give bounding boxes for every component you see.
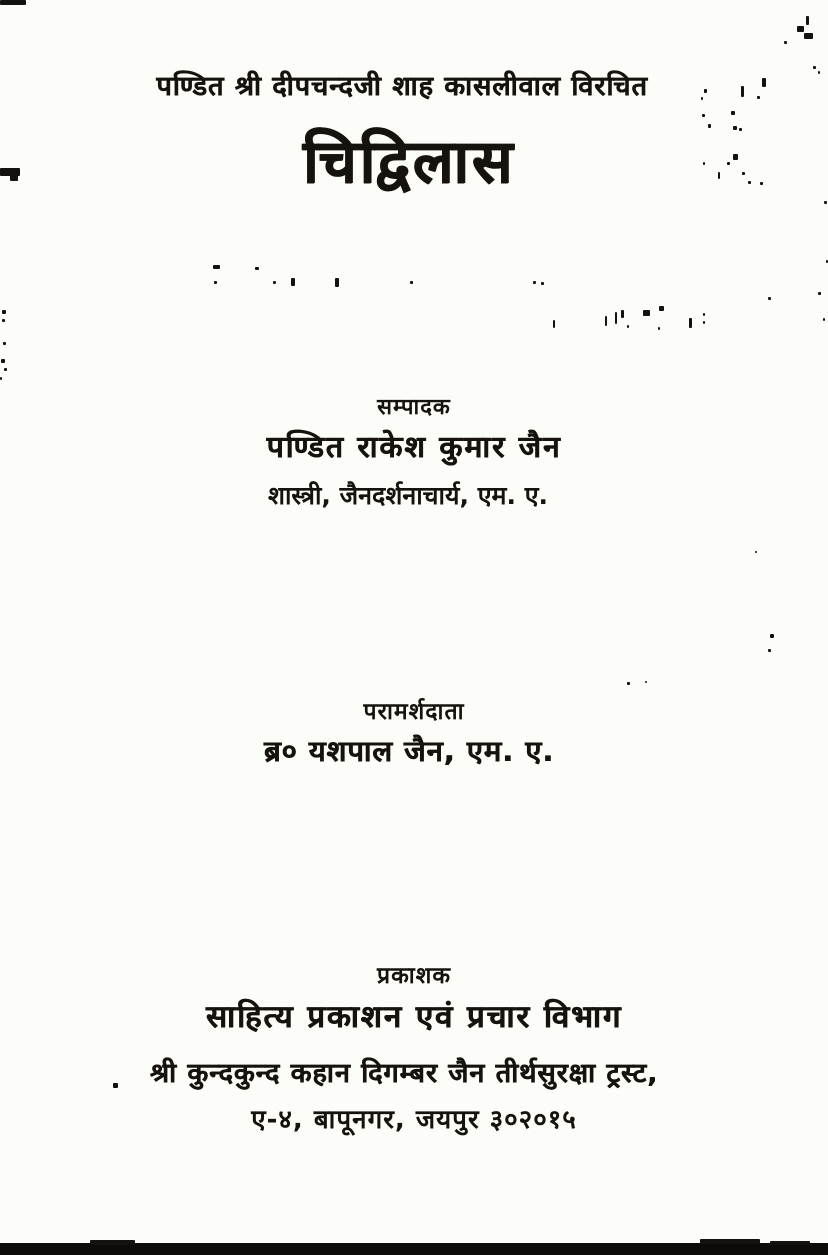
scan-speckle <box>659 306 664 311</box>
scan-speckle <box>818 292 821 295</box>
scan-speckle <box>703 313 705 316</box>
scan-speckle <box>762 78 766 87</box>
scan-speckle <box>113 1083 118 1088</box>
scan-speckle <box>727 162 730 165</box>
scan-speckle <box>410 281 413 284</box>
scan-speckle <box>553 320 555 328</box>
scan-speckle <box>702 114 705 117</box>
scan-speckle <box>770 634 774 638</box>
publisher-organization: श्री कुन्दकुन्द कहान दिगम्बर जैन तीर्थसुरक्षा ट्रस्ट, <box>149 1058 659 1089</box>
scan-speckle <box>700 1239 760 1244</box>
scan-speckle <box>804 33 813 39</box>
scan-speckle <box>733 126 737 130</box>
scan-speckle <box>541 282 544 285</box>
scan-speckle <box>4 368 7 371</box>
scan-speckle <box>733 154 738 160</box>
scan-speckle <box>760 182 763 185</box>
scan-speckle <box>818 71 820 74</box>
scan-speckle <box>741 86 744 97</box>
scan-speckle <box>615 312 617 324</box>
scan-speckle <box>627 682 630 685</box>
book-title: चिद्विलास <box>302 127 516 197</box>
scan-speckle <box>806 16 809 25</box>
scan-speckle <box>273 281 276 284</box>
scan-speckle <box>627 325 629 328</box>
scan-speckle <box>770 1241 810 1245</box>
editor-name: पण्डित राकेश कुमार जैन <box>266 430 562 465</box>
scan-speckle <box>701 97 703 100</box>
scan-speckle <box>0 0 26 5</box>
scan-speckle <box>291 278 295 286</box>
scan-speckle <box>823 318 825 321</box>
scan-speckle <box>703 162 705 165</box>
publisher-address: ए-४, बापूनगर, जयपुर ३०२०१५ <box>251 1105 577 1135</box>
advisor-section-heading: परामर्शदाता <box>363 699 465 725</box>
editor-qualifications: शास्त्री, जैनदर्शनाचार्य, एम. ए. <box>267 481 549 510</box>
scan-speckle <box>689 318 692 328</box>
scan-speckle <box>10 174 18 181</box>
scan-speckle <box>768 297 771 300</box>
scan-speckle <box>214 281 217 284</box>
scan-speckle <box>645 681 647 683</box>
scan-speckle <box>742 172 745 175</box>
scan-speckle <box>718 172 720 179</box>
scan-speckle <box>748 181 751 184</box>
scan-speckle <box>0 377 2 380</box>
scan-speckle <box>708 124 711 128</box>
scan-speckle <box>621 310 624 318</box>
scan-speckle <box>2 319 5 322</box>
scan-speckle <box>90 1240 135 1245</box>
scan-speckle <box>731 111 735 115</box>
scan-speckle <box>757 96 760 99</box>
advisor-name: ब्र० यशपाल जैन, एम. ए. <box>263 734 555 768</box>
scan-speckle <box>703 321 705 324</box>
scan-speckle <box>739 128 742 131</box>
scan-speckle <box>658 327 660 330</box>
scan-speckle <box>824 201 827 204</box>
scan-speckle <box>784 41 787 44</box>
editor-section-heading: सम्पादक <box>377 395 451 420</box>
scan-speckle <box>704 89 707 93</box>
scan-speckle <box>335 278 339 287</box>
scan-speckle <box>255 267 259 270</box>
publisher-section-heading: प्रकाशक <box>376 963 451 989</box>
publisher-name: साहित्य प्रकाशन एवं प्रचार विभाग <box>205 999 623 1035</box>
scan-speckle <box>2 310 6 314</box>
scan-speckle <box>643 310 650 316</box>
scan-speckle <box>797 26 804 32</box>
scan-speckle <box>213 265 220 269</box>
scan-speckle <box>768 649 771 652</box>
scan-speckle <box>533 281 536 284</box>
author-byline: पण्डित श्री दीपचन्दजी शाह कासलीवाल विरचित <box>156 71 648 102</box>
scan-speckle <box>3 342 6 345</box>
scan-speckle <box>755 551 757 553</box>
scan-speckle <box>813 66 816 69</box>
scan-speckle <box>1 359 5 363</box>
scan-speckle <box>605 316 607 326</box>
